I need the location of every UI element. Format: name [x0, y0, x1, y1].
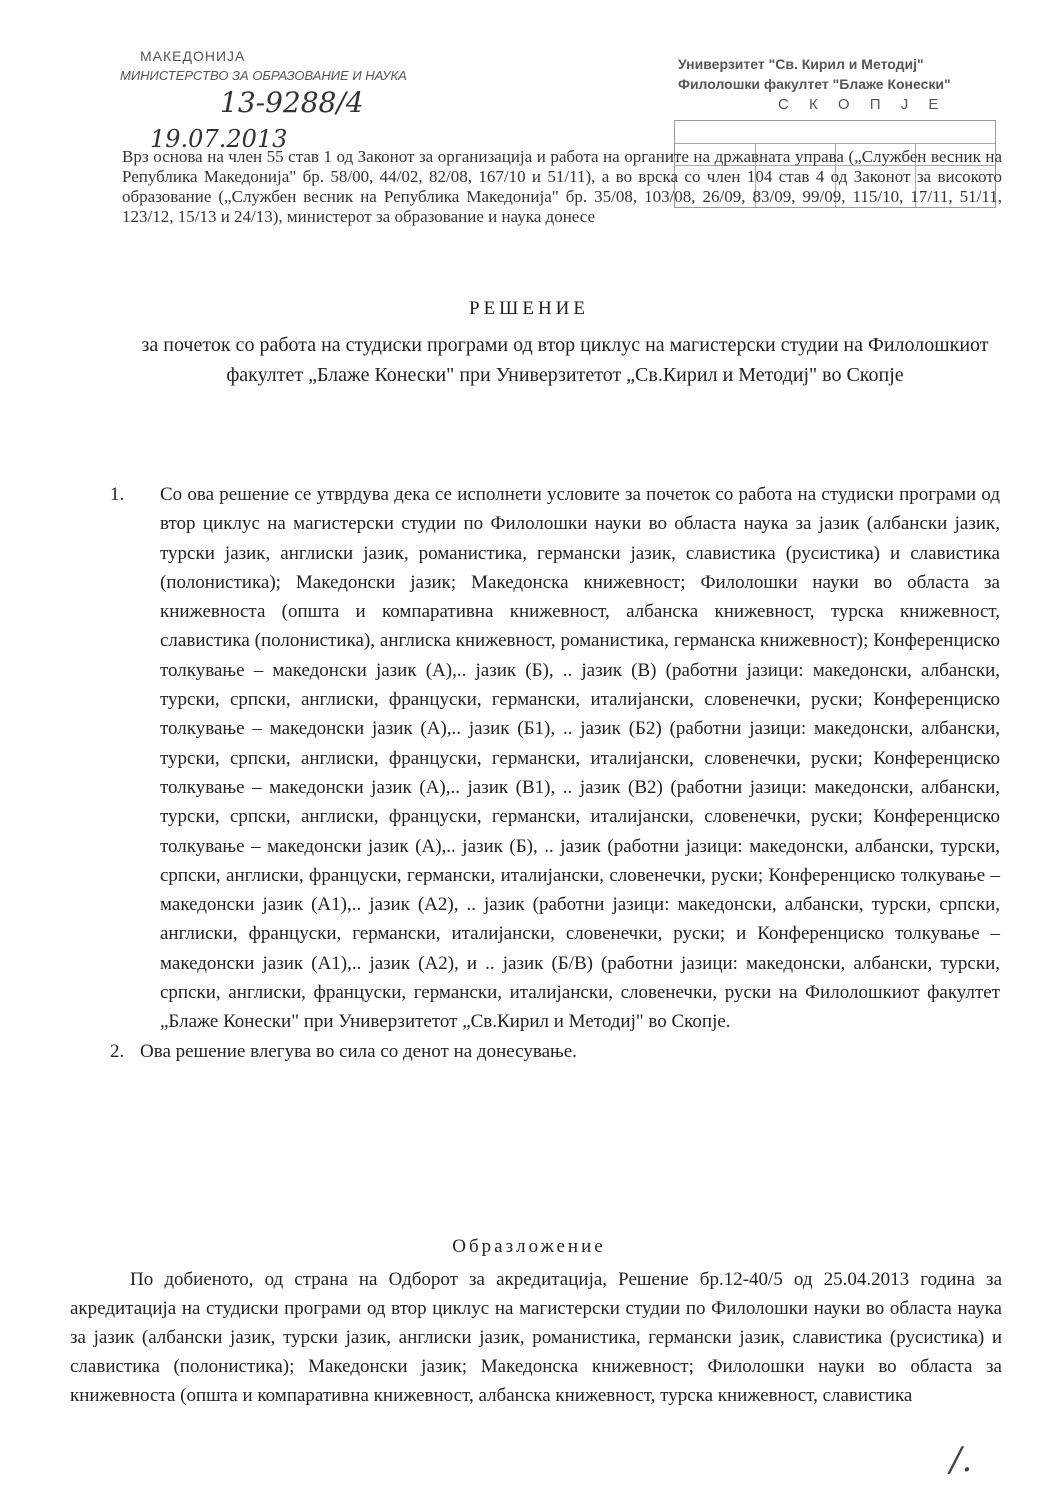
decision-item-number: 2. — [110, 1040, 125, 1062]
faculty-stamp-faculty: Филолошки факултет "Блаже Конески" — [678, 76, 951, 92]
registry-stamp-line1: МАКЕДОНИЈА — [140, 48, 246, 64]
document-subtitle: за почеток со работа на студиски програми од втор циклус на магистерски студии на Филолошкиот факултет „Блаже Конески" при Универзитетот „Св.Кирил и Методиј" во Скопје — [141, 334, 989, 386]
decision-item — [110, 480, 1000, 1037]
registry-stamp-line2: МИНИСТЕРСТВО ЗА ОБРАЗОВАНИЕ И НАУКА — [120, 68, 407, 83]
registry-date: 19.07.2013 — [150, 125, 288, 153]
registry-number: 13-9288/4 — [220, 86, 364, 119]
decision-items — [110, 480, 1000, 1066]
faculty-stamp-city: С К О П Ј Е — [778, 96, 947, 113]
decision-item — [110, 1037, 1000, 1066]
faculty-stamp-university: Универзитет "Св. Кирил и Методиј" — [678, 56, 924, 72]
decision-item-text: Со ова решение се утврдува дека се исполнети условите за почеток со работа на студиски програми од втор циклус на магистерски студии по Филолошки науки во областа наука за јазик (албански јазик, турски јазик, англиски јазик, романистика, германски јазик, славистика (русистика) и славистика (полонистика); Македонски јазик; Македонска книжевност; Филолошки науки во областа за книжевноста (општа и компаративна книжевност, албанска книжевност, турска книжевност, славистика (полонистика), англиска книжевност, романистика, германска книжевност); Конференциско толкување – македонски јазик (А),.. јазик (Б), .. јазик (В) (работни јазици: македонски, албански, турски, српски, англиски, француски, германски, италијански, словенечки, руски; Конференциско толкување – македонски јазик (А),.. јазик (Б1), .. јазик (Б2) (работни јазици: македонски, албански, турски, српски, англиски, француски, германски, италијански, словенечки, руски; Конференциско толкување – македонски јазик (А),.. јазик (В1), .. јазик (В2) (работни јазици: македонски, албански, турски, српски, англиски, француски, германски, италијански, словенечки, руски; Конференциско толкување – македонски јазик (А),.. јазик (Б), .. јазик (работни јазици: македонски, албански, турски, српски, англиски, француски, германски, италијански, словенечки, руски; Конференциско толкување – македонски јазик (А1),.. јазик (А2), .. јазик (работни јазици: македонски, албански, турски, српски, англиски, француски, германски, италијански, словенечки, руски; и Конференциско толкување – македонски јазик (А1),.. јазик (А2), и .. јазик (Б/В) (работни јазици: македонски, албански, турски, српски, англиски, француски, германски, италијански, словенечки, руски на Филолошкиот факултет „Блаже Конески" при Универзитетот „Св.Кирил и Методиј" во Скопје. — [160, 484, 1000, 1033]
explanation-heading: Образложение — [452, 1236, 606, 1257]
page-continuation-mark: /. — [950, 1440, 973, 1480]
decision-item-number: 1. — [110, 484, 125, 505]
registry-stamp — [110, 30, 410, 155]
decision-item-text: Ова решение влегува во сила со денот на донесување. — [140, 1040, 577, 1062]
legal-basis-paragraph: Врз основа на член 55 став 1 од Законот за организација и работа на органите на државната управа („Службен весник на Република Македонија" бр. 58/00, 44/02, 82/08, 167/10 и 51/11), а во врска со член 104 став 4 од Законот за високото образование („Службен весник на Република Македонија" бр. 35/08, 103/08, 26/09, 83/09, 99/09, 115/10, 17/11, 51/11, 123/12, 15/13 и 24/13), министерот за образование и наука донесе — [122, 147, 1002, 226]
document-title: РЕШЕНИЕ — [469, 298, 589, 319]
explanation-paragraph: По добиеното, од страна на Одборот за акредитација, Решение бр.12-40/5 од 25.04.2013 година за акредитација на студиски програми од втор циклус на магистерски студии по Филолошки науки во областа наука за јазик (албански јазик, турски јазик, англиски јазик, романистика, германски јазик, славистика (русистика) и славистика (полонистика); Македонски јазик; Македонска книжевност; Филолошки науки во областа за книжевноста (општа и компаративна книжевност, албанска книжевност, турска книжевност, славистика — [70, 1269, 1002, 1406]
